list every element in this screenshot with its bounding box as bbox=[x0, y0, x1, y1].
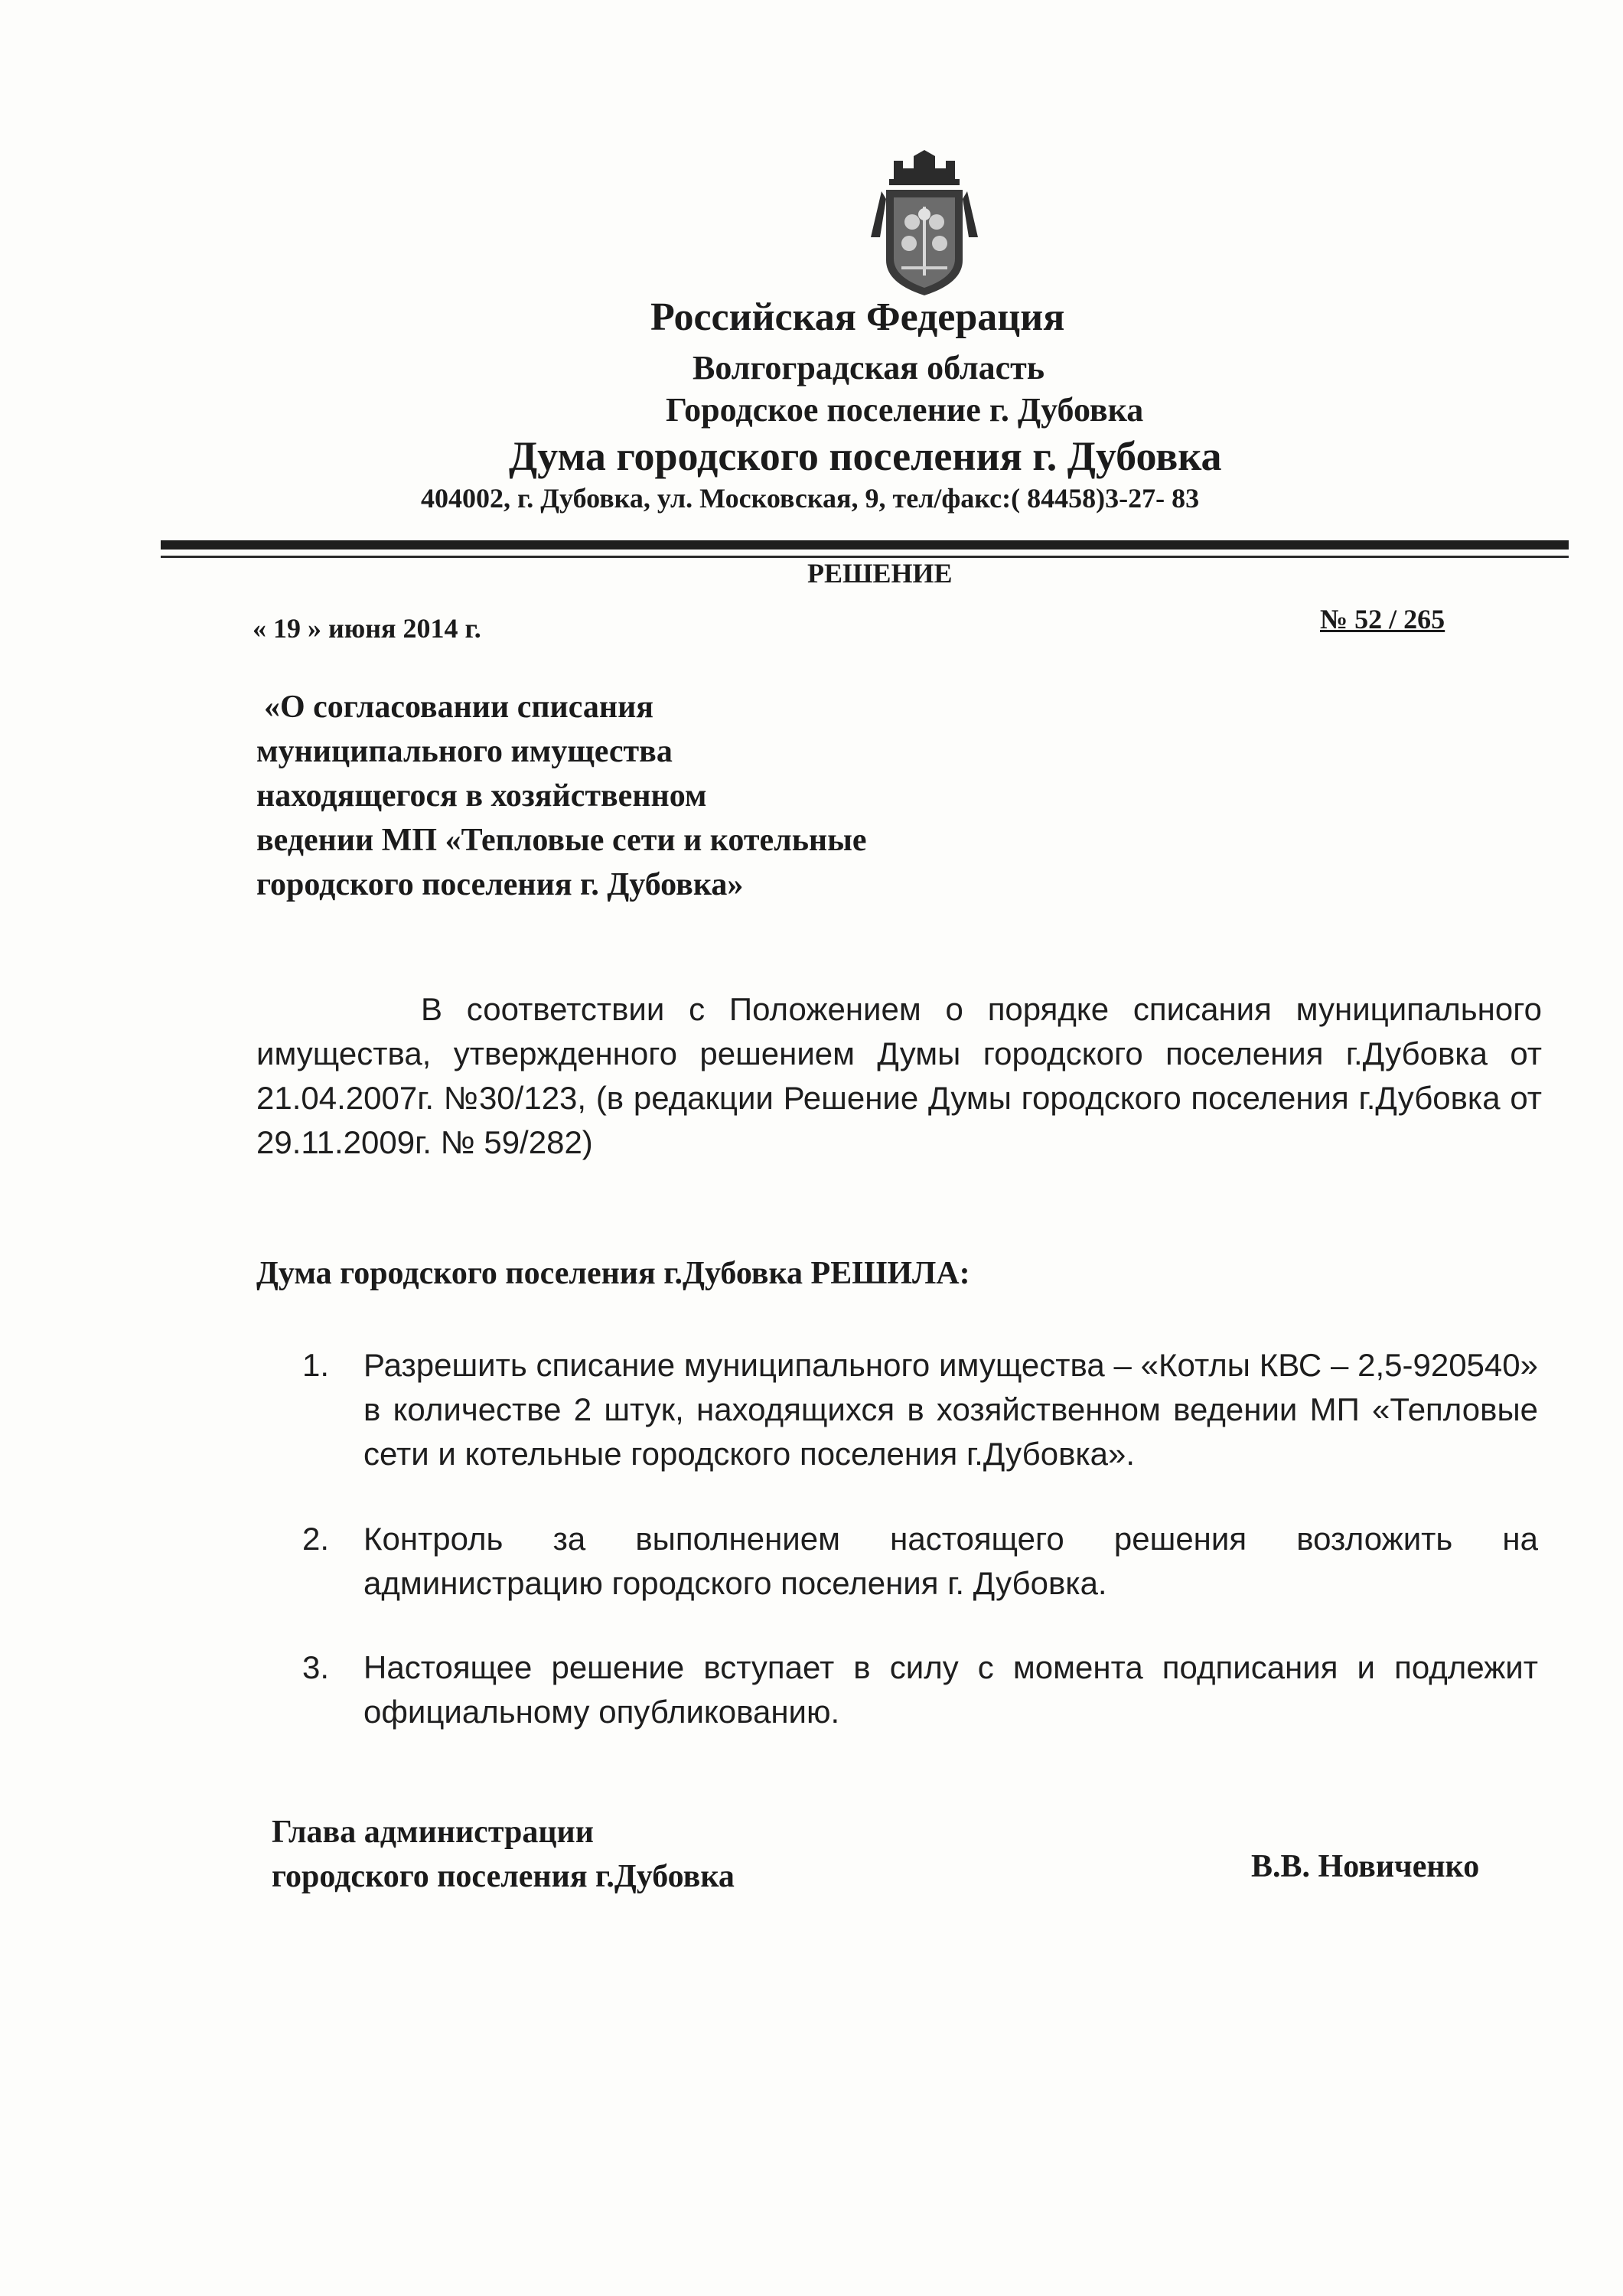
signature-name: В.В. Новиченко bbox=[1251, 1849, 1480, 1884]
signature-position-line1: Глава администрации bbox=[272, 1815, 594, 1850]
preamble-paragraph: В соответствии с Положением о порядке списания муниципального имущества, утвержденного решением Думы городского поселения г.Дубовка от 21.04.2007г. №30/123, (в редакции Решение Думы городского поселения г.Дубовка от 29.11.2009г. № 59/282) bbox=[256, 991, 1542, 1160]
header-country: Российская Федерация bbox=[650, 295, 1065, 339]
header-duma: Дума городского поселения г. Дубовка bbox=[509, 433, 1222, 479]
list-item-text: Контроль за выполнением настоящего решения возложить на администрацию городского поселения г. Дубовка. bbox=[363, 1521, 1538, 1601]
title-line: муниципального имущества bbox=[256, 734, 673, 769]
document-date: « 19 » июня 2014 г. bbox=[253, 613, 481, 644]
header-settlement: Городское поселение г. Дубовка bbox=[666, 391, 1144, 429]
coat-of-arms-icon bbox=[863, 145, 986, 298]
list-item-number: 1. bbox=[302, 1347, 330, 1383]
title-line: городского поселения г. Дубовка» bbox=[256, 867, 744, 902]
header-address: 404002, г. Дубовка, ул. Московская, 9, тел/факс:( 84458)3-27- 83 bbox=[421, 483, 1200, 514]
title-line: находящегося в хозяйственном bbox=[256, 778, 707, 814]
decision-title bbox=[256, 685, 1022, 907]
title-line: ведении МП «Тепловые сети и котельные bbox=[256, 823, 867, 858]
list-item-number: 3. bbox=[302, 1649, 330, 1685]
header-divider-thick bbox=[161, 540, 1569, 550]
list-item-number: 2. bbox=[302, 1521, 330, 1557]
list-item-text: Настоящее решение вступает в силу с момента подписания и подлежит официальному опубликованию. bbox=[363, 1649, 1538, 1730]
header-region: Волгоградская область bbox=[693, 349, 1045, 386]
resolution-heading: Дума городского поселения г.Дубовка РЕШИЛА: bbox=[256, 1256, 970, 1291]
list-item-text: Разрешить списание муниципального имущества – «Котлы КВС – 2,5-920540» в количестве 2 штук, находящихся в хозяйственном ведении МП «Тепловые сети и котельные городского поселения г.Дубовка». bbox=[363, 1347, 1538, 1472]
document-number: № 52 / 265 bbox=[1320, 604, 1445, 634]
document-type: РЕШЕНИЕ bbox=[807, 558, 953, 589]
title-line: «О согласовании списания bbox=[264, 690, 654, 725]
signature-position-line2: городского поселения г.Дубовка bbox=[272, 1859, 735, 1894]
